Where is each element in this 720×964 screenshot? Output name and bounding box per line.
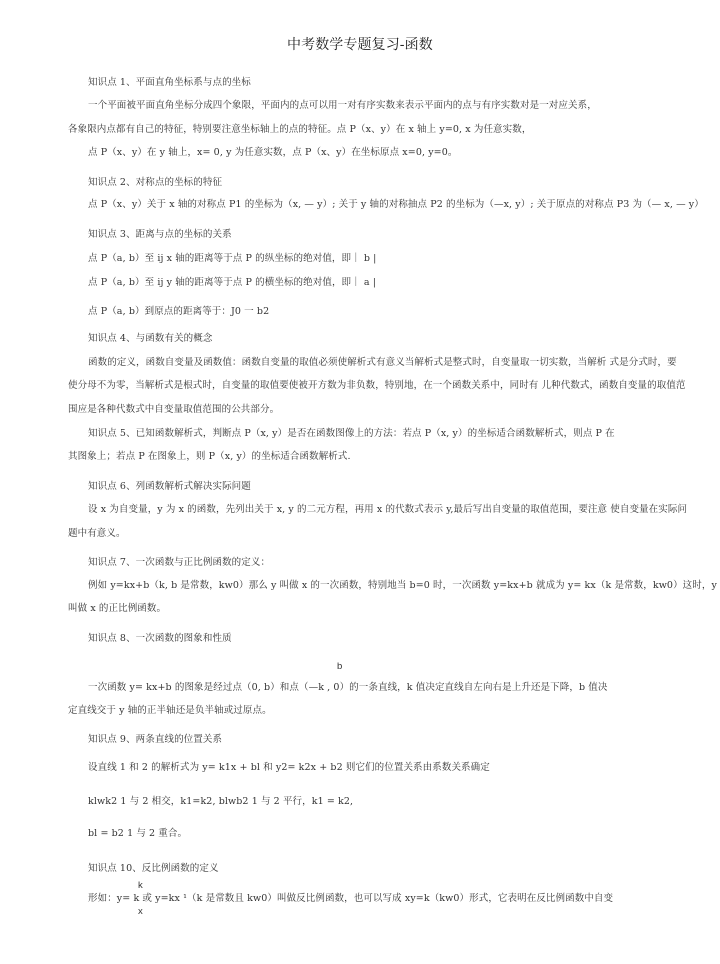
paragraph-line: 题中有意义。 xyxy=(68,528,126,539)
paragraph-line: 一次函数 y= kx+b 的图象是经过点（0, b）和点（—k , 0）的一条直线，k 值决定直线自左向右是上升还是下降，b 值决 xyxy=(88,682,608,693)
section-heading-7: 知识点 7、一次函数与正比例函数的定义： xyxy=(88,557,271,568)
fraction-numerator: b xyxy=(337,661,343,672)
paragraph-line: 使分母不为零，当解析式是根式时，自变量的取值要使被开方数为非负数，特别地，在一个函数关系中，同时有 儿种代数式，函数自变量的取值范 xyxy=(68,380,686,391)
section-heading-9: 知识点 9、两条直线的位置关系 xyxy=(88,734,223,745)
paragraph-line: bl = b2 1 与 2 重合。 xyxy=(88,828,188,839)
section-heading-1: 知识点 1、平面直角坐标系与点的坐标 xyxy=(88,77,251,88)
section-heading-6: 知识点 6、列函数解析式解决实际问题 xyxy=(88,481,251,492)
fraction-denominator: x xyxy=(138,906,143,917)
section-heading-4: 知识点 4、与函数有关的概念 xyxy=(88,333,213,344)
paragraph-line: 点 P（a, b）至 ij y 轴的距离等于点 P 的横坐标的绝对值，即｜ a | xyxy=(88,277,377,288)
paragraph-line: 设直线 1 和 2 的解析式为 y= k1x + bl 和 y2= k2x + b2 则它们的位置关系由系数关系确定 xyxy=(88,762,490,773)
paragraph-line: 其图象上；若点 P 在图象上，则 P（x, y）的坐标适合函数解析式. xyxy=(68,451,351,462)
paragraph-line: 例如 y=kx+b（k, b 是常数，kw0）那么 y 叫做 x 的一次函数，特别地当 b=0 时，一次函数 y=kx+b 就成为 y= kx（k 是常数，kw0）这时，y xyxy=(88,580,717,591)
paragraph-line: 各象限内点都有自己的特征，特别要注意坐标轴上的点的特征。点 P（x、y）在 x 轴上 y=0, x 为任意实数， xyxy=(68,124,532,135)
page-title: 中考数学专题复习-函数 xyxy=(287,37,433,53)
paragraph-line: 函数的定义，函数自变量及函数值：函数自变量的取值必须使解析式有意义当解析式是整式时，自变量取一切实数，当解析 式是分式时，要 xyxy=(88,357,677,368)
paragraph-line: 一个平面被平面直角坐标分成四个象限，平面内的点可以用一对有序实数来表示平面内的点与有序实数对是一对应关系， xyxy=(88,100,597,111)
paragraph-line: 叫做 x 的正比例函数。 xyxy=(68,603,167,614)
paragraph-line: klwk2 1 与 2 相交，k1=k2, blwb2 1 与 2 平行，k1 = k2, xyxy=(88,796,354,807)
section-heading-10: 知识点 10、反比例函数的定义 xyxy=(88,863,219,874)
section-heading-2: 知识点 2、对称点的坐标的特征 xyxy=(88,177,223,188)
paragraph-line: 点 P（a, b）到原点的距离等于：J0 一 b2 xyxy=(88,306,270,317)
paragraph-line: 围应是各种代数式中自变量取值范围的公共部分。 xyxy=(68,404,280,415)
paragraph-line: 点 P（x、y）在 y 轴上，x= 0, y 为任意实数，点 P（x、y）在坐标原点 x=0, y=0。 xyxy=(88,147,458,158)
section-heading-5: 知识点 5、已知函数解析式，判断点 P（x, y）是否在函数图像上的方法：若点 P（x, y）的坐标适合函数解析式，则点 P 在 xyxy=(88,428,615,439)
section-heading-3: 知识点 3、距离与点的坐标的关系 xyxy=(88,229,232,240)
paragraph-line: 点 P（a, b）至 ij x 轴的距离等于点 P 的纵坐标的绝对值，即｜ b | xyxy=(88,253,377,264)
fraction-numerator: k xyxy=(138,880,143,891)
paragraph-line: 形如：y= k 或 y=kx ¹（k 是常数且 kw0）叫做反比例函数，也可以写成 xy=k（kw0）形式，它表明在反比例函数中自变 xyxy=(88,893,614,904)
paragraph-line: 设 x 为自变量，y 为 x 的函数，先列出关于 x, y 的二元方程，再用 x 的代数式表示 y,最后写出自变量的取值范围，要注意 使自变量在实际问 xyxy=(88,504,688,515)
paragraph-line: 定直线交于 y 轴的正半轴还是负半轴或过原点。 xyxy=(68,705,272,716)
paragraph-line: 点 P（x、y）关于 x 轴的对称点 P1 的坐标为（x, — y）; 关于 y 轴的对称抽点 P2 的坐标为（—x, y）; 关于原点的对称点 P3 为（— x, — y） xyxy=(88,199,704,210)
section-heading-8: 知识点 8、一次函数的图象和性质 xyxy=(88,633,232,644)
